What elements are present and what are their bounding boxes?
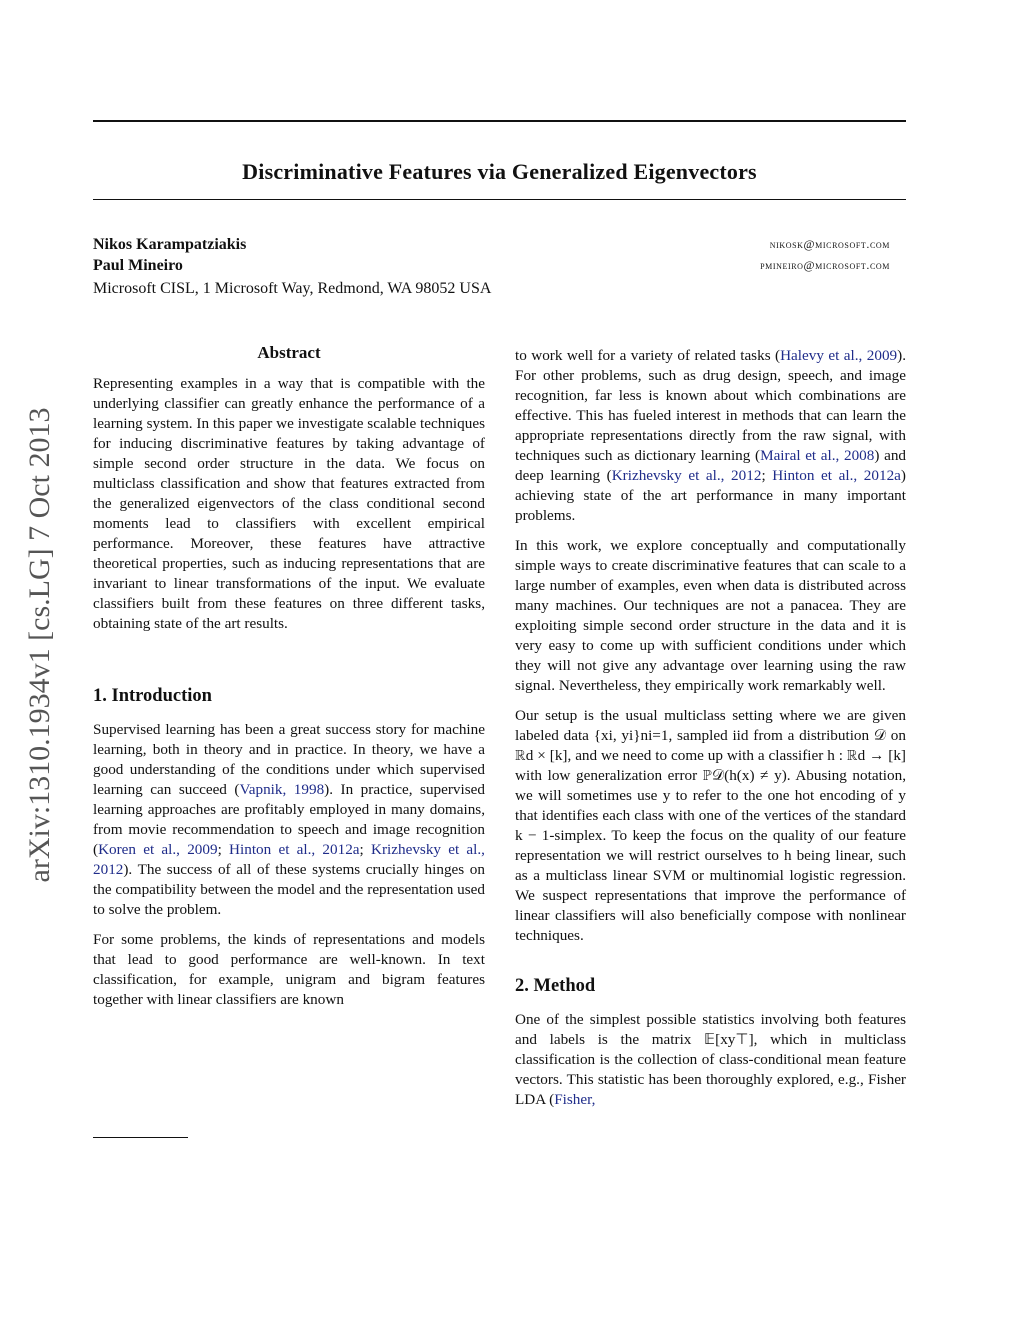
citation-link[interactable]: Krizhevsky et al., 2012 — [611, 467, 762, 484]
citation-link[interactable]: Hinton et al., 2012a — [772, 467, 901, 484]
citation-link[interactable]: Fisher, — [554, 1091, 596, 1108]
right-column — [515, 346, 906, 1120]
citation-link[interactable]: Vapnik, 1998 — [239, 781, 325, 798]
author-block — [93, 234, 890, 299]
author-name: Nikos Karampatziakis — [93, 236, 247, 253]
intro-paragraph-2: For some problems, the kinds of representations and models that lead to good performance are well-known. In text classification, for example, unigram and bigram features together with linear classifiers are known — [93, 931, 485, 1008]
method-paragraph-1: One of the simplest possible statistics involving both features and labels is the matrix 𝔼[xy⊤], which in multiclass classification is the collection of class-conditional mean feature vectors. This statistic has been thoroughly explored, e.g., Fisher LDA (Fisher, — [515, 1011, 906, 1108]
author-email[interactable]: pmineiro@microsoft.com — [760, 258, 890, 272]
author-row — [93, 234, 890, 255]
abstract-text: Representing examples in a way that is compatible with the underlying classifier can greatly enhance the performance of a learning system. In this paper we investigate scalable techniques for inducing discriminative features by taking advantage of simple second order structure in the data. We focus on multiclass classification and show that features extracted from the generalized eigenvectors of the class conditional second moments lead to classifiers with excellent empirical performance. Moreover, these features have attractive theoretical properties, such as inducing representations that are invariant to linear transformations of the input. We evaluate classifiers built from these features on three different tasks, obtaining state of the art results. — [93, 375, 485, 632]
author-row — [93, 255, 890, 276]
arxiv-identifier: arXiv:1310.1934v1 [cs.LG] 7 Oct 2013 — [23, 407, 56, 883]
paper-title: Discriminative Features via Generalized Eigenvectors — [242, 158, 757, 184]
intro-paragraph-1: Supervised learning has been a great success story for machine learning, both in theory and in practice. In theory, we have a good understanding of the conditions under which supervised learning can succeed (Vapnik, 1998). In practice, supervised learning approaches are profitably employed in many domains, from movie recommendation to speech and image recognition (Koren et al., 2009; Hinton et al., 2012a; Krizhevsky et al., 2012). The success of all of these systems crucially hinges on the compatibility between the model and the representation used to solve the problem. — [93, 721, 485, 918]
citation-link[interactable]: Mairal et al., 2008 — [760, 447, 875, 464]
citation-link[interactable]: Halevy et al., 2009 — [780, 347, 898, 364]
right-paragraph-2: In this work, we explore conceptually and computationally simple ways to create discriminative features that can scale to a large number of examples, even when data is distributed across many machines. Our techniques are not a panacea. They are exploiting simple second order structure in the data and it is very easy to come up with sufficient conditions under which they will not give any advantage over learning using the raw signal. Nevertheless, they empirically work remarkably well. — [515, 537, 906, 694]
abstract-heading: Abstract — [257, 343, 321, 362]
left-column — [93, 343, 485, 1020]
title-rule-top — [93, 120, 906, 122]
section-heading-method: 2. Method — [515, 976, 596, 996]
citation-link[interactable]: Hinton et al., 2012a — [229, 841, 360, 858]
citation-link[interactable]: Koren et al., 2009 — [98, 841, 218, 858]
right-paragraph-1: to work well for a variety of related tasks (Halevy et al., 2009). For other problems, such as drug design, speech, and image recognition, far less is known about which combinations are effective. This has fueled interest in methods that can learn the appropriate representations directly from the raw signal, with techniques such as dictionary learning (Mairal et al., 2008) and deep learning (Krizhevsky et al., 2012; Hinton et al., 2012a) achieving state of the art performance in many important problems. — [515, 347, 907, 524]
citation-link[interactable]: Krizhevsky et al., 2012 — [93, 841, 485, 878]
title-rule-bottom — [93, 199, 906, 200]
section-heading-introduction: 1. Introduction — [93, 686, 212, 706]
right-paragraph-3: Our setup is the usual multiclass setting where we are given labeled data {xi, yi}ni=1, sampled iid from a distribution 𝒟 on ℝd × [k], and we need to come up with a classifier h : ℝd → [k] with low generalization error ℙ𝒟(h(x) ≠ y). Abusing notation, we will sometimes use y to refer to the one hot encoding of y that identifies each class with one of the vertices of the standard k − 1-simplex. To keep the focus on the quality of our feature representation we will restrict ourselves to h being linear, such as a multiclass linear SVM or multinomial logistic regression. We suspect representations that improve the performance of linear classifiers will also beneficially compose with nonlinear techniques. — [515, 707, 906, 944]
author-name: Paul Mineiro — [93, 257, 183, 274]
affiliation: Microsoft CISL, 1 Microsoft Way, Redmond, WA 98052 USA — [93, 280, 492, 297]
author-email[interactable]: nikosk@microsoft.com — [769, 237, 890, 251]
footnote-rule — [93, 1137, 188, 1138]
